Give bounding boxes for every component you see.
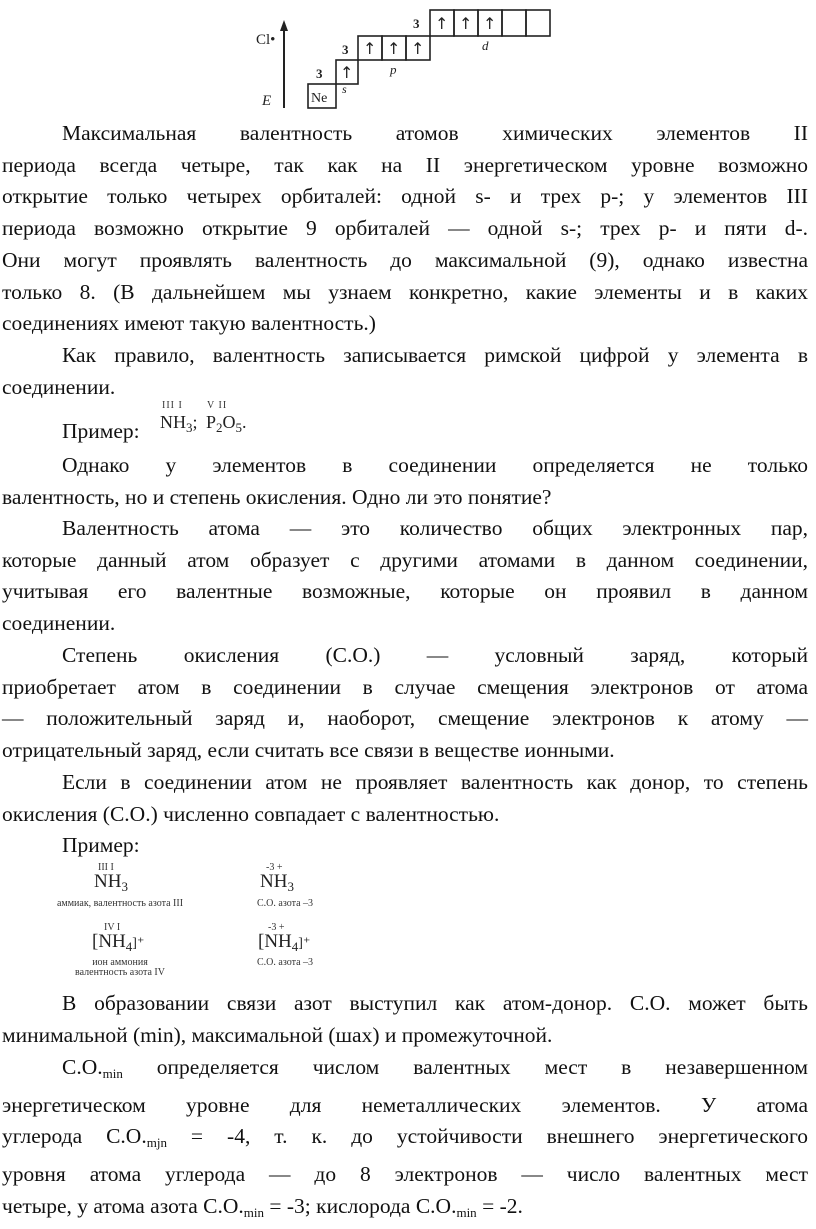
caption: валентность азота IV	[75, 967, 165, 978]
text-line: Степень окисления (С.О.) — условный заряд, который	[62, 643, 808, 667]
text-line: уровня атома углерода — до 8 электронов — число валентных мест	[2, 1162, 808, 1187]
oxidation-marks: -3 +	[268, 922, 285, 933]
text-line: Валентность атома — это количество общих электронных пар,	[62, 516, 808, 540]
text-line: четыре, у атома азота $С.О._{min} = -3$; кислорода $С.О._{min} = -2$.	[2, 1193, 523, 1220]
level-3d-number: 3	[413, 16, 420, 31]
sublevel-p-label: p	[390, 62, 397, 77]
example-label: Пример:	[62, 419, 140, 443]
level-3s-number: 3	[316, 66, 323, 81]
valence-marks-nh3: III I	[162, 400, 183, 411]
example-2-label: Пример:	[62, 833, 140, 857]
energy-axis-label: E	[262, 93, 272, 109]
text-line: только 8. (В дальнейшем мы узнаем конкретно, какие элементы и в каких	[2, 279, 808, 304]
text-line: приобретает атом в соединении в случае смещения электронов от атома	[2, 674, 808, 699]
formula-ammonia-oxidation: $NH_3$	[260, 871, 294, 894]
caption: ион аммония	[92, 957, 148, 968]
text-line: соединениях имеют такую валентность.)	[2, 311, 376, 336]
text-line: $С.О._{min}$ определяется числом валентных мест в незавершенном	[62, 1055, 808, 1081]
orbital-arrow: ↑	[363, 39, 377, 58]
paragraph-oxidation-question	[2, 450, 808, 513]
paragraph-valence-definition	[2, 513, 808, 640]
text-line: открытие только четырех орбиталей: одной s- и трех p-; у элементов III	[2, 184, 808, 209]
level-3p-number: 3	[342, 42, 349, 57]
valence-marks: III I	[98, 862, 114, 873]
text-line: учитывая его валентные возможные, которые он проявил в данном	[2, 579, 808, 604]
valence-marks: IV I	[104, 922, 121, 933]
example-2-figure	[30, 860, 350, 980]
paragraph-min-oxidation	[2, 1052, 808, 1229]
core-label: Ne	[311, 91, 328, 106]
text-line: Как правило, валентность записывается римской цифрой у элемента в	[62, 343, 808, 367]
text-line: отрицательный заряд, если считать все связи в веществе ионными.	[2, 738, 615, 763]
sublevel-d-label: d	[482, 38, 489, 53]
orbital-arrow: ↑	[459, 14, 473, 33]
caption: С.О. азота –3	[256, 957, 314, 968]
orbital-diagram	[250, 4, 570, 112]
formula-ammonia-valence: $NH_3$	[94, 871, 128, 894]
formula-ammonium-valence: $[NH_4]^+$	[92, 931, 145, 954]
orbital-arrow: ↑	[340, 63, 354, 82]
sublevel-s-label: s	[342, 82, 347, 96]
formula-nh3: $NH_3$;	[160, 412, 198, 435]
example-1-formulas	[160, 400, 280, 440]
paragraph-donor	[2, 767, 808, 830]
text-line: Если в соединении атом не проявляет валентность как донор, то степень	[62, 770, 808, 794]
orbital-arrow: ↑	[435, 14, 449, 33]
text-line: окисления (С.О.) численно совпадает с валентностью.	[2, 801, 500, 826]
paragraph-donor-bond	[2, 988, 808, 1051]
text-line: периода возможно открытие 9 орбиталей — одной s-; трех p- и пяти d-.	[2, 216, 808, 241]
oxidation-marks: -3 +	[266, 862, 283, 873]
text-line: Однако у элементов в соединении определяется не только	[62, 453, 808, 477]
caption: С.О. азота –3	[256, 898, 314, 909]
text-line: минимальной (min), максимальной (шах) и промежуточной.	[2, 1022, 553, 1047]
orbital-arrow: ↑	[411, 39, 425, 58]
paragraph-oxidation-definition	[2, 640, 808, 767]
text-line: — положительный заряд и, наоборот, смещение электронов к атому —	[2, 706, 808, 731]
paragraph-max-valence	[2, 118, 808, 340]
text-line: Они могут проявлять валентность до максимальной (9), однако известна	[2, 247, 808, 272]
text-line: В образовании связи азот выступил как атом-донор. С.О. может быть	[62, 991, 808, 1015]
text-line: энергетическом уровне для неметаллических элементов. У атома	[2, 1092, 808, 1117]
energy-axis-arrowhead	[280, 20, 288, 31]
caption: аммиак, валентность азота III	[56, 898, 184, 909]
orbital-arrow: ↑	[483, 14, 497, 33]
formula-p2o5: $P_2O_5$.	[206, 412, 247, 435]
text-line: валентность, но и степень окисления. Одно ли это понятие?	[2, 484, 552, 509]
orbital-arrow: ↑	[387, 39, 401, 58]
text-line: Максимальная валентность атомов химических элементов II	[62, 121, 808, 145]
text-line: которые данный атом образует с другими атомами в данном соединении,	[2, 547, 808, 572]
text-line: периода всегда четыре, так как на II энергетическом уровне возможно	[2, 152, 808, 177]
element-label: Cl•	[256, 32, 276, 48]
text-line: соединении.	[2, 611, 116, 636]
formula-ammonium-oxidation: $[NH_4]^+$	[258, 931, 311, 954]
paragraph-roman-numeral	[2, 340, 808, 403]
text-line: соединении.	[2, 374, 116, 399]
valence-marks-p2o5: V II	[207, 400, 228, 411]
text-line: углерода $С.О._{mjn} = -4$, т. к. до устойчивости внешнего энергетического	[2, 1124, 809, 1151]
